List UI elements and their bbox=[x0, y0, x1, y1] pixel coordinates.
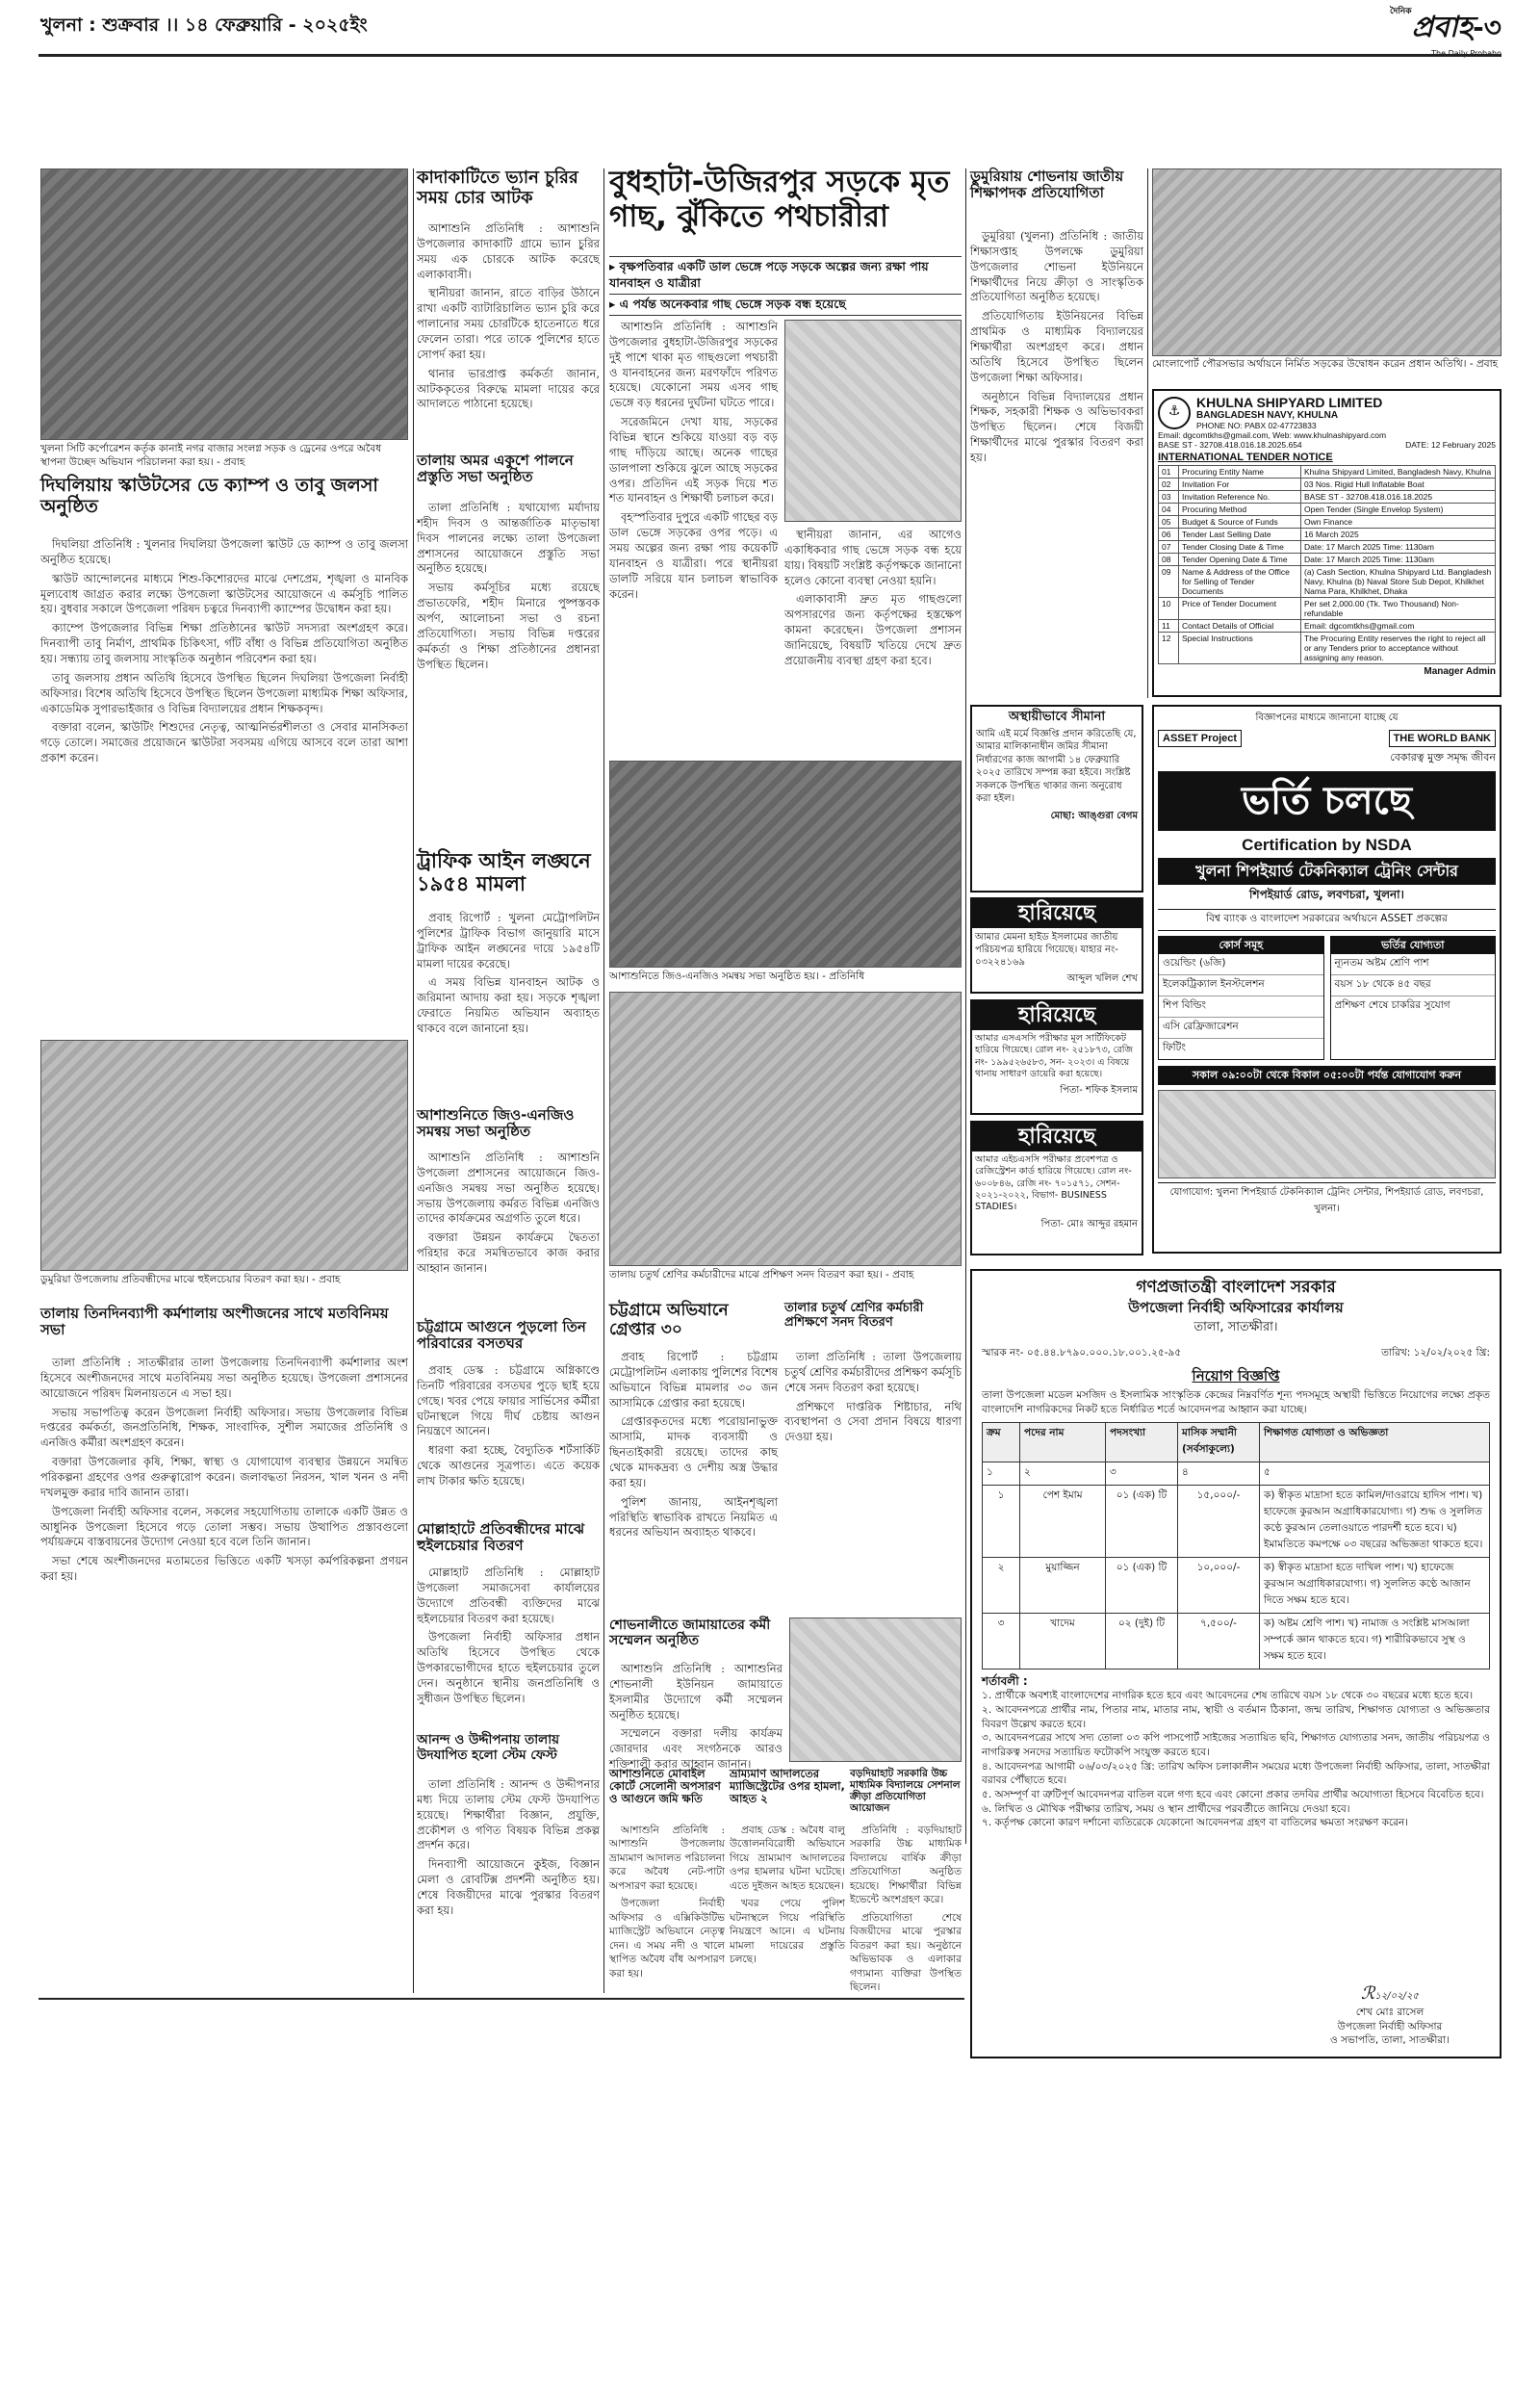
table-header: পদের নাম bbox=[1020, 1423, 1106, 1462]
paragraph: প্রতিযোগিতায় ইউনিয়নের বিভিন্ন প্রাথমিক ও মাধ্যমিক বিদ্যালয়ের শিক্ষার্থীরা অংশগ্রহণ করে। প্রধান অতিথি হিসেবে উপস্থিত ছিলেন উপজেলা শিক্ষা অফিসার। bbox=[970, 309, 1143, 384]
col3-lead-photo bbox=[784, 320, 962, 522]
worldbank-logo: THE WORLD BANK bbox=[1389, 730, 1496, 747]
tender-cell-no: 02 bbox=[1159, 479, 1179, 491]
table-row bbox=[983, 1558, 1490, 1614]
col1-story1-title: দিঘলিয়ায় স্কাউটসের ডে ক্যাম্প ও তাবু জলসা অনুষ্ঠিত bbox=[40, 475, 378, 517]
col3-lead-subs bbox=[609, 256, 962, 314]
col3-photo1-caption: আশাশুনিতে জিও-এনজিও সমন্বয় সভা অনুষ্ঠিত হয়। - প্রতিনিধি bbox=[609, 971, 865, 982]
govt-intro: তালা উপজেলা মডেল মসজিদ ও ইসলামিক সাংস্কৃতিক কেন্দ্রের নিম্নবর্ণিত শূন্য পদসমূহে অস্থায়ী ভিত্তিতে নিয়োগের লক্ষ্যে প্রকৃত বাংলাদেশি নাগরিকদের নিকট হতে নির্ধারিত শর্তে আবেদনপত্র আহ্বান করা যাচ্ছে। bbox=[982, 1389, 1490, 1415]
tender-notice bbox=[1152, 389, 1502, 697]
condition-item: ৩. আবেদনপত্রের সাথে সদ্য তোলা ০৩ কপি পাসপোর্ট সাইজের সত্যায়িত ছবি, শিক্ষাগত যোগ্যতার সনদ, জাতীয় পরিচয়পত্র ও নাগরিকত্ব সনদের সত্যায়িত ফটোকপি সংযুক্ত করতে হবে। bbox=[982, 1732, 1490, 1758]
page-number: -৩ bbox=[1473, 12, 1502, 43]
tender-cell-value: The Procuring Entity reserves the right to reject all or any Tenders prior to acceptance without assigning any reason. bbox=[1301, 633, 1496, 664]
signature-scribble-icon: ℛ১২/০২/২৫ bbox=[1360, 1983, 1420, 2005]
paragraph: ক্যাম্পে উপজেলার বিভিন্ন শিক্ষা প্রতিষ্ঠানের স্কাউট সদস্যরা অংশগ্রহণ করে। দিনব্যাপী তাবু নির্মাণ, প্রাথমিক চিকিৎসা, গাঁট বাঁধা ও বিভিন্ন প্রতিযোগিতা অনুষ্ঠিত হয়। সন্ধ্যায় তাবু জলসায় সাংস্কৃতিক অনুষ্ঠান পরিবেশন করা হয়। bbox=[40, 621, 408, 666]
paragraph: প্রশিক্ষণে দাপ্তরিক শিষ্টাচার, নথি ব্যবস্থাপনা ও সেবা প্রদান বিষয়ে ধারণা দেওয়া হয়। bbox=[784, 1399, 962, 1444]
tender-cell-label: Price of Tender Document bbox=[1179, 598, 1301, 620]
admission-banner: ভর্তি চলছে bbox=[1158, 771, 1496, 831]
boundary-notice-body: আমি এই মর্মে বিজ্ঞপ্তি প্রদান করিতেছি যে, আমার মালিকানাধীন জমির সীমানা নির্ধারণের কাজ আগামী ১৪ ফেব্রুয়ারি ২০২৫ তারিখে সম্পন্ন করা হইবে। সংশ্লিষ্ট সকলকে উপস্থিত থাকার জন্য অনুরোধ করা হইল। bbox=[976, 728, 1137, 805]
tender-cell-no: 11 bbox=[1159, 620, 1179, 633]
paragraph: দিনব্যাপী আয়োজনে কুইজ, বিজ্ঞান মেলা ও রোবটিক্স প্রদর্শনী অনুষ্ঠিত হয়। শেষে বিজয়ীদের মাঝে পুরস্কার বিতরণ করা হয়। bbox=[417, 1857, 600, 1917]
tender-cell-label: Special Instructions bbox=[1179, 633, 1301, 664]
masthead-logo-text: প্রবাহ bbox=[1411, 11, 1474, 44]
course-item: ইলেকট্রিক্যাল ইনস্টলেশন bbox=[1159, 975, 1323, 996]
tender-signature: Manager Admin bbox=[1424, 666, 1496, 677]
tender-cell-value: 16 March 2025 bbox=[1301, 529, 1496, 541]
condition-item: ১. প্রার্থীকে অবশ্যই বাংলাদেশের নাগরিক হতে হবে এবং আবেদনের শেষ তারিখে বয়স ১৮ থেকে ৩০ বছরের মধ্যে হতে হবে। bbox=[982, 1690, 1474, 1702]
table-cell: ক) স্বীকৃত মাদ্রাসা হতে দাখিল পাশ। খ) হাফেজে কুরআন অগ্রাধিকারযোগ্য। গ) সুললিত কণ্ঠে আজান দিতে সক্ষম হতে হবে। bbox=[1260, 1558, 1490, 1614]
lost-notice-2 bbox=[970, 999, 1143, 1115]
paragraph: সম্মেলনে বক্তারা দলীয় কার্যক্রম জোরদার এবং সংগঠনকে আরও শক্তিশালী করার আহ্বান জানান। bbox=[609, 1726, 783, 1772]
paragraph: তালা প্রতিনিধি : আনন্দ ও উদ্দীপনার মধ্য দিয়ে তালায় স্টেম ফেস্ট উদযাপিত হয়েছে। শিক্ষার্থীরা বিজ্ঞান, প্রযুক্তি, প্রকৌশল ও গণিত বিষয়ক বিভিন্ন প্রকল্প প্রদর্শন করে। bbox=[417, 1777, 600, 1852]
course-item: শিপ বিল্ডিং bbox=[1159, 996, 1323, 1018]
col3-lead-body-left bbox=[609, 320, 778, 753]
lost-notice-3-signer: পিতা- মোঃ আব্দুর রহমান bbox=[1040, 1218, 1138, 1229]
tender-cell-label: Tender Last Selling Date bbox=[1179, 529, 1301, 541]
tender-cell-label: Procuring Method bbox=[1179, 504, 1301, 516]
lost-notice-2-body: আমার এসএসসি পরীক্ষার মূল সার্টিফিকেট হারিয়ে গিয়েছে। রোল নং- ২৫১৮৭৩, রেজি নং- ১৯৯৫২৬৫৮৩, সন- ২০২৩। এ বিষয়ে থানায় সাধারণ ডায়েরি করা হয়েছে। bbox=[975, 1033, 1133, 1080]
tender-cell-value: Open Tender (Single Envelop System) bbox=[1301, 504, 1496, 516]
paragraph: প্রতিযোগিতা শেষে বিজয়ীদের মাঝে পুরস্কার বিতরণ করা হয়। অনুষ্ঠানে অভিভাবক ও এলাকার গণ্যমান্য ব্যক্তিরা উপস্থিত ছিলেন। bbox=[850, 1911, 962, 1994]
tender-cell-label: Procuring Entity Name bbox=[1179, 466, 1301, 479]
admission-ad bbox=[1152, 705, 1502, 1254]
tender-cell-label: Invitation Reference No. bbox=[1179, 491, 1301, 504]
col3-photo1 bbox=[609, 761, 962, 968]
col3-lead-title: বুধহাটা-উজিরপুর সড়কে মৃত গাছ, ঝুঁকিতে পথচারীরা bbox=[609, 165, 950, 234]
tender-cell-value: BASE ST - 32708.418.016.18.2025 bbox=[1301, 491, 1496, 504]
table-header: মাসিক সম্মানী (সর্বসাকুল্যে) bbox=[1178, 1423, 1260, 1462]
tender-cell-label: Name & Address of the Office for Selling of Tender Documents bbox=[1179, 566, 1301, 598]
tender-email: Email: dgcomtkhs@gmail.com, Web: www.khulnashipyard.com bbox=[1158, 430, 1387, 440]
paragraph: সভায় কর্মসূচির মধ্যে রয়েছে প্রভাতফেরি, শহীদ মিনারে পুষ্পস্তবক অর্পণ, আলোচনা সভা ও রচনা প্রতিযোগিতা। সভায় বিভিন্ন দপ্তরের কর্মকর্তা ও শিক্ষা প্রতিষ্ঠানের প্রধানরা উপস্থিত ছিলেন। bbox=[417, 581, 600, 671]
tender-date: DATE: 12 February 2025 bbox=[1405, 440, 1496, 450]
govt-sig-place: ও সভাপতি, তালা, সাতক্ষীরা। bbox=[1330, 2033, 1450, 2046]
requirement-head: ভর্তির যোগ্যতা bbox=[1331, 937, 1496, 954]
paragraph: থানার ভারপ্রাপ্ত কর্মকর্তা জানান, আটককৃতের বিরুদ্ধে মামলা দায়ের করে আদালতে পাঠানো হয়েছে। bbox=[417, 366, 600, 411]
dateline: খুলনা : শুক্রবার ।। ১৪ ফেব্রুয়ারি - ২০২৫ইং bbox=[40, 14, 368, 36]
admission-center-name: খুলনা শিপইয়ার্ড টেকনিক্যাল ট্রেনিং সেন্টার bbox=[1158, 858, 1496, 885]
table-cell: মুয়াজ্জিন bbox=[1020, 1558, 1106, 1614]
tender-cell-no: 06 bbox=[1159, 529, 1179, 541]
tender-cell-no: 01 bbox=[1159, 466, 1179, 479]
paragraph: ডুমুরিয়া (খুলনা) প্রতিনিধি : জাতীয় শিক্ষাসপ্তাহ উপলক্ষে ডুমুরিয়া উপজেলার শোভনা ইউনিয়নে শিক্ষার্থীদের নিয়ে ক্রীড়া ও সাংস্কৃতিক প্রতিযোগিতা অনুষ্ঠিত হয়েছে। bbox=[970, 229, 1143, 304]
table-colnum: ৩ bbox=[1106, 1462, 1178, 1486]
table-cell: ০১ (এক) টি bbox=[1106, 1558, 1178, 1614]
col1-photo2 bbox=[40, 1040, 408, 1271]
tender-header bbox=[1158, 395, 1496, 430]
paragraph: প্রবাহ রিপোর্ট : খুলনা মেট্রোপলিটন পুলিশের ট্রাফিক বিভাগ জানুয়ারি মাসে ট্রাফিক আইন লঙ্ঘনের দায়ে ১৯৫৪টি মামলা দায়ের করেছে। bbox=[417, 911, 600, 971]
tender-cell-label: Contact Details of Official bbox=[1179, 620, 1301, 633]
table-colnum: ৪ bbox=[1178, 1462, 1260, 1486]
requirement-item: প্রশিক্ষণ শেষে চাকরির সুযোগ bbox=[1334, 999, 1450, 1011]
tender-cell-value: Email: dgcomtkhs@gmail.com bbox=[1301, 620, 1496, 633]
table-row bbox=[983, 1614, 1490, 1669]
govt-office: উপজেলা নির্বাহী অফিসারের কার্যালয় bbox=[1128, 1298, 1344, 1316]
course-head: কোর্স সমূহ bbox=[1159, 937, 1323, 954]
tender-row bbox=[1159, 541, 1496, 554]
table-cell: খাদেম bbox=[1020, 1614, 1106, 1669]
admission-top: বিজ্ঞাপনের মাধ্যমে জানানো যাচ্ছে যে bbox=[1255, 712, 1399, 723]
paragraph: তালা প্রতিনিধি : যথাযোগ্য মর্যাদায় শহীদ দিবস ও আন্তর্জাতিক মাতৃভাষা দিবস পালনের লক্ষ্যে তালা উপজেলা প্রশাসনের আয়োজনে প্রস্তুতি সভা অনুষ্ঠিত হয়েছে। bbox=[417, 501, 600, 576]
lost-notice-1-title: হারিয়েছে bbox=[972, 899, 1142, 928]
paragraph: উপজেলা নির্বাহী অফিসার ও এক্সিকিউটিভ ম্যাজিস্ট্রেট অভিযানে নেতৃত্ব দেন। এ সময় নদী ও খালে স্থাপিত অবৈধ বাঁধ অপসারণ করা হয়। bbox=[609, 1898, 725, 1980]
col2-story4-title: আশাশুনিতে জিও-এনজিও সমন্বয় সভা অনুষ্ঠিত bbox=[417, 1106, 575, 1141]
table-colnum: ১ bbox=[983, 1462, 1020, 1486]
govt-notice-title: নিয়োগ বিজ্ঞপ্তি bbox=[1192, 1366, 1280, 1385]
paragraph: মোল্লাহাট প্রতিনিধি : মোল্লাহাট উপজেলা সমাজসেবা কার্যালয়ের উদ্যোগে প্রতিবন্ধী ব্যক্তিদের মাঝে হুইলচেয়ার বিতরণ করা হয়েছে। bbox=[417, 1566, 600, 1625]
tender-cell-label: Budget & Source of Funds bbox=[1179, 516, 1301, 529]
tender-cell-no: 10 bbox=[1159, 598, 1179, 620]
lost-notice-3-title: হারিয়েছে bbox=[972, 1123, 1142, 1152]
paragraph: সভায় সভাপতিত্ব করেন উপজেলা নির্বাহী অফিসার। সভায় উপজেলার বিভিন্ন দপ্তরের কর্মকর্তা, জনপ্রতিনিধি, শিক্ষক, সাংবাদিক, সুশীল সমাজের প্রতিনিধি ও এনজিও কর্মীরা অংশগ্রহণ করেন। bbox=[40, 1405, 408, 1450]
tender-row bbox=[1159, 504, 1496, 516]
govt-cond-title: শর্তাবলী : bbox=[982, 1674, 1028, 1689]
condition-item: ৭. কর্তৃপক্ষ কোনো কারণ দর্শানো ব্যতিরেকে যেকোনো আবেদনপত্র গ্রহণ বা বাতিলের ক্ষমতা সংরক্ষণ করেন। bbox=[982, 1817, 1409, 1829]
col2-story6-title: মোল্লাহাটে প্রতিবন্ধীদের মাঝে হুইলচেয়ার বিতরণ bbox=[417, 1520, 585, 1555]
tender-cell-no: 12 bbox=[1159, 633, 1179, 664]
govt-notice bbox=[970, 1269, 1502, 2058]
footer-rule bbox=[38, 1998, 964, 2000]
tender-cell-label: Tender Opening Date & Time bbox=[1179, 554, 1301, 566]
col5-photo bbox=[1152, 168, 1502, 356]
table-cell: ৩ bbox=[983, 1614, 1020, 1669]
paragraph: তালা প্রতিনিধি : সাতক্ষীরার তালা উপজেলায় তিনদিনব্যাপী কর্মশালার অংশ হিসেবে অংশীজনদের সাথে মতবিনিময় সভা অনুষ্ঠিত হয়েছে। উপজেলা প্রশাসনের আয়োজনে পরিষদ মিলনায়তনে এ সভা হয়। bbox=[40, 1356, 408, 1400]
admission-address: শিপইয়ার্ড রোড, লবণচরা, খুলনা। bbox=[1249, 888, 1404, 901]
requirement-item: বয়স ১৮ থেকে ৪৫ বছর bbox=[1331, 975, 1496, 996]
col3-story6-title: ভ্রাম্যমাণ আদালতের ম্যাজিস্ট্রেটের ওপর হামলা, আহত ২ bbox=[730, 1767, 845, 1806]
tender-cell-value: Khulna Shipyard Limited, Bangladesh Navy, Khulna bbox=[1301, 466, 1496, 479]
col2-story2-body bbox=[417, 501, 600, 847]
lost-notice-3-body: আমার এইচএসসি পরীক্ষার প্রবেশপত্র ও রেজিস্ট্রেশন কার্ড হারিয়ে গিয়েছে। রোল নং- ৬০০৮৪৬, রেজি নং- ৭০১৫৭১, সেশন- ২০২১-২০২২, বিভাগ- BUSINESS STADIES। bbox=[975, 1154, 1132, 1213]
table-cell: ০১ (এক) টি bbox=[1106, 1486, 1178, 1558]
tender-cell-value: Per set 2,000.00 (Tk. Two Thousand) Non-refundable bbox=[1301, 598, 1496, 620]
paragraph: উপজেলা নির্বাহী অফিসার প্রধান অতিথি হিসেবে উপস্থিত থেকে উপকারভোগীদের হাতে হুইলচেয়ার তুলে দেন। অনুষ্ঠানে স্থানীয় জনপ্রতিনিধি ও সুধীজন উপস্থিত ছিলেন। bbox=[417, 1630, 600, 1705]
lead-sub: ▸ বৃক্ষপতিবার একটি ডাল ভেঙ্গে পড়ে সড়কে অল্পের জন্য রক্ষা পায় যানবাহন ও যাত্রীরা bbox=[609, 256, 962, 294]
tender-cell-no: 03 bbox=[1159, 491, 1179, 504]
table-header: শিক্ষাগত যোগ্যতা ও অভিজ্ঞতা bbox=[1260, 1423, 1490, 1462]
course-item: ফিটিং bbox=[1163, 1042, 1186, 1053]
col3-story6-body bbox=[730, 1824, 845, 1991]
tender-cell-no: 09 bbox=[1159, 566, 1179, 598]
col2-story1-title: কাদাকাটিতে ভ্যান চুরির সময় চোর আটক bbox=[417, 168, 578, 208]
govt-memo-date: তারিখ: ১২/০২/২০২৫ খ্রি: bbox=[1381, 1346, 1490, 1359]
tender-title: INTERNATIONAL TENDER NOTICE bbox=[1158, 452, 1333, 463]
govt-memo: স্মারক নং- ০৫.৪৪.৮৭৯০.০০০.১৮.০০১.২৫-৯৫ bbox=[982, 1346, 1182, 1359]
paragraph: বৃহস্পতিবার দুপুরে একটি গাছের বড় ডাল ভেঙ্গে সড়কের ওপর পড়ে। এ সময় অল্পের জন্য রক্ষা পায় কয়েকটি যানবাহন ও যাত্রীরা। পরে স্থানীয়রা ডালটি সরিয়ে যান চলাচল স্বাভাবিক করেন। bbox=[609, 510, 778, 601]
boundary-notice-title: অস্থায়ীভাবে সীমানা bbox=[1008, 710, 1106, 724]
lost-notice-3 bbox=[970, 1121, 1143, 1255]
table-row bbox=[983, 1486, 1490, 1558]
govt-sig-title: উপজেলা নির্বাহী অফিসার bbox=[1337, 2020, 1443, 2032]
paragraph: এ সময় বিভিন্ন যানবাহন আটক ও জরিমানা আদায় করা হয়। সড়কে শৃঙ্খলা ফেরাতে নিয়মিত অভিযান অব্যাহত থাকবে বলে জানানো হয়। bbox=[417, 975, 600, 1036]
paragraph: আশাশুনি প্রতিনিধি : আশাশুনির শোভনালী ইউনিয়ন জামায়াতে ইসলামীর উদ্যোগে কর্মী সম্মেলন অনুষ্ঠিত হয়েছে। bbox=[609, 1662, 783, 1721]
tender-table bbox=[1158, 465, 1496, 664]
paragraph: আশাশুনি প্রতিনিধি : আশাশুনি উপজেলায় ভ্রাম্যমাণ আদালত পরিচালনা করে অবৈধ নেট-পাটা অপসারণ করা হয়েছে। bbox=[609, 1825, 725, 1892]
tender-cell-value: Date: 17 March 2025 Time: 1130am bbox=[1301, 554, 1496, 566]
col2-story3-title: ট্রাফিক আইন লঙ্ঘনে ১৯৫৪ মামলা bbox=[417, 849, 591, 896]
paragraph: খবর পেয়ে পুলিশ ঘটনাস্থলে গিয়ে পরিস্থিতি নিয়ন্ত্রণে আনে। এ ঘটনায় মামলা দায়েরের প্রস্তুতি চলছে। bbox=[730, 1898, 845, 1966]
govt-place: তালা, সাতক্ষীরা। bbox=[1194, 1319, 1278, 1334]
col3-story4-title: আশাশুনিতে মোবাইল কোর্টে সেলোনী অপসারণ ও আগুনে জমি ক্ষতি bbox=[609, 1767, 721, 1806]
paragraph: আশাশুনি প্রতিনিধি : আশাশুনি উপজেলা প্রশাসনের আয়োজনে জিও-এনজিও সমন্বয় সভা অনুষ্ঠিত হয়েছে। সভায় উপজেলায় কর্মরত বিভিন্ন এনজিও তাদের কার্যক্রমের অগ্রগতি তুলে ধরে। bbox=[417, 1151, 600, 1226]
paragraph: বক্তারা উন্নয়ন কার্যক্রমে দ্বৈততা পরিহার করে সমন্বিতভাবে কাজ করার আহ্বান জানান। bbox=[417, 1230, 600, 1276]
paragraph: বক্তারা উপজেলার কৃষি, শিক্ষা, স্বাস্থ্য ও যোগাযোগ ব্যবস্থার উন্নয়নে সমন্বিত পরিকল্পনা গ্রহণের ওপর গুরুত্বারোপ করেন। জলাবদ্ধতা নিরসন, খাল খনন ও নদী দখলমুক্ত করার দাবি জানান তারা। bbox=[40, 1455, 408, 1499]
tender-cell-no: 08 bbox=[1159, 554, 1179, 566]
tender-cell-value: (a) Cash Section, Khulna Shipyard Ltd. Bangladesh Navy, Khulna (b) Naval Store Sub Depot, Khilkhet Nama Para, Khilkhet, Dhaka bbox=[1301, 566, 1496, 598]
col1-story2-title: তালায় তিনদিনব্যাপী কর্মশালায় অংশীজনের সাথে মতবিনিময় সভা bbox=[40, 1305, 389, 1339]
col3-story5-title: শোভনালীতে জামায়াতের কর্মী সম্মেলন অনুষ্ঠিত bbox=[609, 1618, 771, 1649]
col3-photo2 bbox=[609, 992, 962, 1266]
course-item: এসি রেফ্রিজারেশন bbox=[1159, 1018, 1323, 1039]
table-cell: ২ bbox=[983, 1558, 1020, 1614]
col3-story5-body bbox=[609, 1662, 783, 1772]
col3-story3-title: তালার চতুর্থ শ্রেণির কর্মচারী প্রশিক্ষণে সনদ বিতরণ bbox=[784, 1301, 924, 1330]
tender-row bbox=[1159, 516, 1496, 529]
lead-sub: ▸ এ পর্যন্ত অনেকবার গাছ ভেঙ্গে সড়ক বন্ধ হয়েছে bbox=[609, 294, 962, 316]
paragraph: দিঘলিয়া প্রতিনিধি : খুলনার দিঘলিয়া উপজেলা স্কাউট ডে ক্যাম্প ও তাবু জলসা অনুষ্ঠিত হয়েছে। bbox=[40, 537, 408, 566]
tender-row bbox=[1159, 529, 1496, 541]
col5-photo-caption: মোংলাপোর্ট পৌরসভার অর্থায়নে নির্মিত সড়কের উদ্বোধন করেন প্রধান অতিথি। - প্রবাহ bbox=[1152, 358, 1499, 370]
tender-sub: BANGLADESH NAVY, KHULNA bbox=[1196, 410, 1339, 421]
paragraph: বক্তারা বলেন, স্কাউটিং শিশুদের নেতৃত্ব, আত্মনির্ভরশীলতা ও সেবার মানসিকতা গড়ে তোলে। সমাজের প্রয়োজনে স্কাউটরা সবসময় এগিয়ে আসবে বলে তারা আশা প্রকাশ করেন। bbox=[40, 720, 408, 765]
col2-story3-body bbox=[417, 911, 600, 1103]
paragraph: সরেজমিনে দেখা যায়, সড়কের বিভিন্ন স্থানে শুকিয়ে যাওয়া বড় বড় গাছ দাঁড়িয়ে আছে। অনেক গাছের ডালপালা শুকিয়ে ঝুলে আছে সড়কের ওপর। প্রতিদিন এই সড়ক দিয়ে শত শত যানবাহন ও শিক্ষার্থী চলাচল করে। bbox=[609, 415, 778, 505]
paragraph: ধারণা করা হচ্ছে, বৈদ্যুতিক শর্টসার্কিট থেকে আগুনের সূত্রপাত। এতে কয়েক লাখ টাকার ক্ষতি হয়েছে। bbox=[417, 1443, 600, 1488]
col3-lead-body-right bbox=[784, 528, 962, 753]
tender-ref: BASE ST - 32708.418.016.18.2025.654 bbox=[1158, 440, 1302, 450]
govt-signature-block bbox=[1294, 1982, 1486, 2047]
lost-notice-1-signer: আব্দুল খলিল শেখ bbox=[1066, 973, 1138, 984]
table-cell: ১ bbox=[983, 1486, 1020, 1558]
tender-cell-no: 04 bbox=[1159, 504, 1179, 516]
tender-row bbox=[1159, 466, 1496, 479]
paragraph: প্রবাহ ডেস্ক : অবৈধ বালু উত্তোলনবিরোধী অভিযানে গিয়ে ভ্রাম্যমাণ আদালতের ওপর হামলার ঘটনা ঘটেছে। এতে দুইজন আহত হয়েছেন। bbox=[730, 1825, 845, 1892]
paragraph: আশাশুনি প্রতিনিধি : আশাশুনি উপজেলার কাদাকাটি গ্রামে ভ্যান চুরির সময় এক চোরকে আটক করেছে এলাকাবাসী। bbox=[417, 221, 600, 281]
tender-company: KHULNA SHIPYARD LIMITED bbox=[1196, 395, 1383, 410]
tender-cell-value: Own Finance bbox=[1301, 516, 1496, 529]
boundary-notice-signer: মোছা: আঙ্গুরা বেগম bbox=[1050, 810, 1138, 821]
paragraph: প্রবাহ রিপোর্ট : চট্টগ্রাম মেট্রোপলিটন এলাকায় পুলিশের বিশেষ অভিযানে বিভিন্ন মামলার ৩০ জন আসামিকে গ্রেপ্তার করা হয়েছে। bbox=[609, 1350, 778, 1410]
paragraph: স্থানীয়রা জানান, রাতে বাড়ির উঠানে রাখা একটি ব্যাটারিচালিত ভ্যান চুরি করে পালানোর সময় চোরটিকে হাতেনাতে ধরে ফেলেন তারা। পরে তাকে পুলিশের হাতে সোপর্দ করা হয়। bbox=[417, 286, 600, 361]
table-colnum: ২ bbox=[1020, 1462, 1106, 1486]
govt-conditions bbox=[982, 1689, 1490, 1830]
table-cell: ১৫,০০০/- bbox=[1178, 1486, 1260, 1558]
tender-row bbox=[1159, 633, 1496, 664]
table-cell: ক) অষ্টম শ্রেণি পাশ। খ) নামাজ ও সংশ্লিষ্ট মাসআলা সম্পর্কে জ্ঞান থাকতে হবে। গ) শারীরিকভাবে সুস্থ ও সক্ষম হতে হবে। bbox=[1260, 1614, 1490, 1669]
admission-footer: সকাল ০৯:০০টা থেকে বিকাল ০৫:০০টা পর্যন্ত যোগাযোগ করুন bbox=[1158, 1066, 1496, 1085]
col2-story5-title: চট্টগ্রামে আগুনে পুড়লো তিন পরিবারের বসতঘর bbox=[417, 1318, 586, 1353]
col3-story7-title: বড়দিয়াহাট সরকারি উচ্চ মাধ্যমিক বিদ্যালয়ে সেশনাল ক্রীড়া প্রতিযোগিতা আয়োজন bbox=[850, 1768, 961, 1815]
col3-story7-body bbox=[850, 1824, 962, 1994]
tender-cell-no: 05 bbox=[1159, 516, 1179, 529]
paragraph: স্কাউট আন্দোলনের মাধ্যমে শিশু-কিশোরদের মাঝে দেশপ্রেম, শৃঙ্খলা ও মানবিক মূল্যবোধ জাগ্রত করার লক্ষ্যে উপজেলা স্কাউটসের আয়োজনে এ কর্মসূচি পালিত হয়। বুধবার সকালে উপজেলা পরিষদ চত্বরে দিনব্যাপী ক্যাম্পের উদ্বোধন করা হয়। bbox=[40, 571, 408, 616]
header-rule bbox=[38, 54, 1502, 57]
masthead-logo-small: দৈনিক bbox=[1389, 7, 1412, 16]
paragraph: সভা শেষে অংশীজনদের মতামতের ভিত্তিতে একটি খসড়া কর্মপরিকল্পনা প্রণয়ন করা হয়। bbox=[40, 1554, 408, 1584]
tender-cell-value: 03 Nos. Rigid Hull Inflatable Boat bbox=[1301, 479, 1496, 491]
lost-notice-2-title: হারিয়েছে bbox=[972, 1001, 1142, 1030]
paragraph: স্থানীয়রা জানান, এর আগেও একাধিকবার গাছ ভেঙ্গে সড়ক বন্ধ হয়ে যায়। বিষয়টি সংশ্লিষ্ট কর্তৃপক্ষকে জানানো হলেও কোনো ব্যবস্থা নেওয়া হয়নি। bbox=[784, 528, 962, 587]
tender-cell-no: 07 bbox=[1159, 541, 1179, 554]
course-item: ওয়েল্ডিং (৬জি) bbox=[1159, 954, 1323, 975]
col2-story2-title: তালায় অমর একুশে পালনে প্রস্তুতি সভা অনুষ্ঠিত bbox=[417, 452, 574, 486]
col1-photo2-caption: ডুমুরিয়া উপজেলায় প্রতিবন্ধীদের মাঝে হুইলচেয়ার বিতরণ করা হয়। - প্রবাহ bbox=[40, 1274, 341, 1285]
col4-story1-body bbox=[970, 229, 1143, 696]
lost-notice-1-body: আমার মেমনা হাইড ইসলামের জাতীয় পরিচয়পত্র হারিয়ে গিয়েছে। যাহার নং- ০৩২২৪১৬৯ bbox=[975, 932, 1118, 968]
tender-cell-value: Date: 17 March 2025 Time: 1130am bbox=[1301, 541, 1496, 554]
col3-photo2-caption: তালায় চতুর্থ শ্রেণির কর্মচারীদের মাঝে প্রশিক্ষণ সনদ বিতরণ করা হয়। - প্রবাহ bbox=[609, 1269, 914, 1281]
table-cell: ৭,৫০০/- bbox=[1178, 1614, 1260, 1669]
tender-cell-label: Tender Closing Date & Time bbox=[1179, 541, 1301, 554]
admission-tagline: বেকারত্ব মুক্ত সমৃদ্ধ জীবন bbox=[1390, 751, 1496, 764]
col3-story3-body bbox=[784, 1350, 962, 1610]
admission-cert: Certification by NSDA bbox=[1242, 836, 1412, 854]
col2-story7-body bbox=[417, 1777, 600, 1991]
table-cell: ০২ (দুই) টি bbox=[1106, 1614, 1178, 1669]
col1-photo1 bbox=[40, 168, 408, 440]
col3-story4-body bbox=[609, 1824, 725, 1991]
requirement-item: ন্যূনতম অষ্টম শ্রেণি পাশ bbox=[1331, 954, 1496, 975]
admission-contact: যোগাযোগ: খুলনা শিপইয়ার্ড টেকনিক্যাল ট্রেনিং সেন্টার, শিপইয়ার্ড রোড, লবণচরা, খুলনা। bbox=[1158, 1182, 1496, 1218]
admission-sponsor: বিশ্ব ব্যাংক ও বাংলাদেশ সরকারের অর্থায়নে ASSET প্রকল্পের bbox=[1158, 909, 1496, 931]
tender-row bbox=[1159, 491, 1496, 504]
table-cell: ১০,০০০/- bbox=[1178, 1558, 1260, 1614]
col1-photo1-caption: খুলনা সিটি কর্পোরেশন কর্তৃক কানাই নগর বাজার সংলগ্ন সড়ক ও ড্রেনের ওপরে অবৈধ স্থাপনা উচ্ছেদ অভিযান পরিচালনা করা হয়। - প্রবাহ bbox=[40, 443, 382, 468]
lost-notice-1 bbox=[970, 897, 1143, 994]
col2-story4-body bbox=[417, 1151, 600, 1314]
condition-item: ২. আবেদনপত্রে প্রার্থীর নাম, পিতার নাম, মাতার নাম, স্থায়ী ও বর্তমান ঠিকানা, জন্ম তারিখ, শিক্ষাগত যোগ্যতা ও অভিজ্ঞতার বিবরণ উল্লেখ করতে হবে। bbox=[982, 1703, 1490, 1730]
tender-row bbox=[1159, 598, 1496, 620]
admission-photo bbox=[1158, 1090, 1496, 1178]
govt-sig-name: শেখ মোঃ রাসেল bbox=[1355, 2006, 1424, 2019]
col2-story7-title: আনন্দ ও উদ্দীপনায় তালায় উদযাপিত হলো স্টেম ফেস্ট bbox=[417, 1732, 560, 1763]
paragraph: এলাকাবাসী দ্রুত মৃত গাছগুলো অপসারণের জন্য কর্তৃপক্ষের হস্তক্ষেপ কামনা করেছেন। উপজেলা প্রশাসন জানিয়েছে, বিষয়টি খতিয়ে দেখে দ্রুত প্রয়োজনীয় ব্যবস্থা গ্রহণ করা হবে। bbox=[784, 592, 962, 667]
paragraph: প্রতিনিধি : বড়দিয়াহাট সরকারি উচ্চ মাধ্যমিক বিদ্যালয়ে বার্ষিক ক্রীড়া প্রতিযোগিতা অনুষ্ঠিত হয়েছে। শিক্ষার্থীরা বিভিন্ন ইভেন্টে অংশগ্রহণ করে। bbox=[850, 1825, 962, 1906]
govt-title: গণপ্রজাতন্ত্রী বাংলাদেশ সরকার bbox=[1136, 1278, 1336, 1297]
tender-row bbox=[1159, 566, 1496, 598]
paragraph: প্রবাহ ডেস্ক : চট্টগ্রামে অগ্নিকাণ্ডে তিনটি পরিবারের বসতঘর পুড়ে ছাই হয়ে গেছে। খবর পেয়ে ফায়ার সার্ভিসের কর্মীরা ঘটনাস্থলে গিয়ে দীর্ঘ চেষ্টায় আগুন নিয়ন্ত্রণে আনেন। bbox=[417, 1363, 600, 1438]
paragraph: তালা প্রতিনিধি : তালা উপজেলায় চতুর্থ শ্রেণির কর্মচারীদের প্রশিক্ষণ কর্মসূচি শেষে সনদ বিতরণ করা হয়েছে। bbox=[784, 1350, 962, 1394]
col3-story2-title: চট্টগ্রামে অভিযানে গ্রেপ্তার ৩০ bbox=[609, 1301, 729, 1339]
paragraph: অনুষ্ঠানে বিভিন্ন বিদ্যালয়ের প্রধান শিক্ষক, সহকারী শিক্ষক ও অভিভাবকরা উপস্থিত ছিলেন। শেষে বিজয়ী শিক্ষার্থীদের মাঝে পুরস্কার বিতরণ করা হয়। bbox=[970, 389, 1143, 465]
col4-story1-title: ডুমুরিয়ায় শোভনায় জাতীয় শিক্ষাপদক প্রতিযোগিতা bbox=[970, 168, 1124, 202]
condition-item: ৬. লিখিত ও মৌখিক পরীক্ষার তারিখ, সময় ও স্থান প্রার্থীদের পরবর্তীতে জানিয়ে দেওয়া হবে। bbox=[982, 1802, 1350, 1815]
condition-item: ৪. আবেদনপত্র আগামী ০৬/০৩/২০২৫ খ্রি: তারিখ অফিস চলাকালীন সময়ের মধ্যে উপজেলা নির্বাহী অফিসার, তালা, সাতক্ষীরা বরাবর পৌঁছাতে হবে। bbox=[982, 1760, 1490, 1787]
col2-story6-body bbox=[417, 1566, 600, 1729]
col2-story5-body bbox=[417, 1363, 600, 1517]
paragraph: গ্রেপ্তারকৃতদের মধ্যে পরোয়ানাভুক্ত আসামি, মাদক ব্যবসায়ী ও ছিনতাইকারী রয়েছে। তাদের কাছ থেকে মাদকদ্রব্য ও দেশীয় অস্ত্র উদ্ধার করা হয়। bbox=[609, 1414, 778, 1489]
table-cell: পেশ ইমাম bbox=[1020, 1486, 1106, 1558]
col1-story1-body bbox=[40, 537, 408, 1033]
tender-phone: PHONE NO: PABX 02-47723833 bbox=[1196, 421, 1317, 430]
col1-story2-body bbox=[40, 1356, 408, 1991]
tender-row bbox=[1159, 620, 1496, 633]
table-colnum: ৫ bbox=[1260, 1462, 1490, 1486]
govt-job-table bbox=[982, 1422, 1490, 1669]
tender-row bbox=[1159, 554, 1496, 566]
table-cell: ক) স্বীকৃত মাদ্রাসা হতে কামিল/দাওরায়ে হাদিস পাশ। খ) হাফেজে কুরআন অগ্রাধিকারযোগ্য। গ) শুদ্ধ ও সুললিত কণ্ঠে কুরআন তেলাওয়াতে পারদর্শী হতে হবে। ঘ) ইমামতিতে কমপক্ষে ০৩ বছরের অভিজ্ঞতা থাকতে হবে। bbox=[1260, 1486, 1490, 1558]
table-header: পদসংখ্যা bbox=[1106, 1423, 1178, 1462]
col3-story2-body bbox=[609, 1350, 778, 1610]
col2-story1-body bbox=[417, 221, 600, 448]
col3-photo3 bbox=[789, 1618, 962, 1762]
boundary-notice bbox=[970, 705, 1143, 893]
masthead-logo bbox=[1367, 4, 1502, 58]
table-header: ক্রম bbox=[983, 1423, 1020, 1462]
paragraph: তাবু জলসায় প্রধান অতিথি হিসেবে উপস্থিত ছিলেন দিঘলিয়া উপজেলা নির্বাহী অফিসার। বিশেষ অতিথি হিসেবে উপস্থিত ছিলেন উপজেলা মাধ্যমিক শিক্ষা অফিসার, একাডেমিক সুপারভাইজার ও বিভিন্ন বিদ্যালয়ের প্রধান শিক্ষকবৃন্দ। bbox=[40, 670, 408, 715]
paragraph: আশাশুনি প্রতিনিধি : আশাশুনি উপজেলার বুধহাটা-উজিরপুর সড়কের দুই পাশে থাকা মৃত গাছগুলো পথচারী ও যানবাহনের জন্য মরণফাঁদে পরিণত হয়েছে। যেকোনো সময় এসব গাছ ভেঙ্গে বড় ধরনের দুর্ঘটনা ঘটতে পারে। bbox=[609, 320, 778, 410]
lost-notice-2-signer: পিতা- শফিক ইসলাম bbox=[1060, 1085, 1138, 1097]
tender-cell-label: Invitation For bbox=[1179, 479, 1301, 491]
tender-row bbox=[1159, 479, 1496, 491]
asset-logo: ASSET Project bbox=[1158, 730, 1242, 747]
condition-item: ৫. অসম্পূর্ণ বা ত্রুটিপূর্ণ আবেদনপত্র বাতিল বলে গণ্য হবে এবং কোনো প্রকার তদবির প্রার্থীর অযোগ্যতা হিসেবে বিবেচিত হবে। bbox=[982, 1789, 1484, 1801]
shipyard-logo-icon: ⚓ bbox=[1158, 397, 1191, 429]
paragraph: উপজেলা নির্বাহী অফিসার বলেন, সকলের সহযোগিতায় তালাকে একটি উন্নত ও আধুনিক উপজেলা হিসেবে গড়ে তোলা সম্ভব। সভায় উত্থাপিত প্রস্তাবগুলো পর্যায়ক্রমে বাস্তবায়নের উদ্যোগ নেওয়া হবে বলে তিনি জানান। bbox=[40, 1504, 408, 1549]
paragraph: পুলিশ জানায়, আইনশৃঙ্খলা পরিস্থিতি স্বাভাবিক রাখতে নিয়মিত এ ধরনের অভিযান অব্যাহত থাকবে। bbox=[609, 1494, 778, 1540]
